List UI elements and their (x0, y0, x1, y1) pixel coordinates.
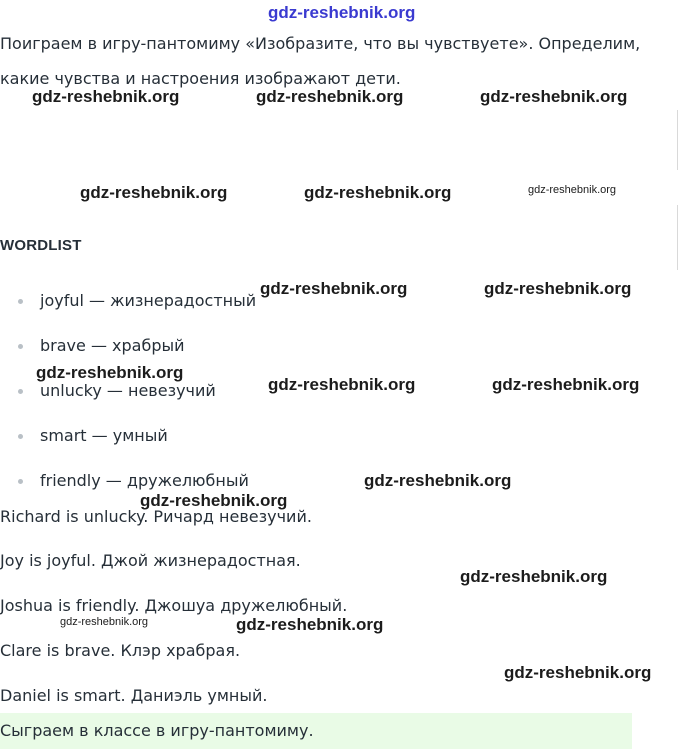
scroll-edge (677, 205, 678, 270)
watermark: gdz-reshebnik.org (36, 363, 184, 382)
sentence: Daniel is smart. Даниэль умный. (0, 686, 268, 705)
bullet-icon (18, 389, 23, 394)
sentence: Richard is unlucky. Ричард невезучий. (0, 507, 312, 526)
bullet-icon (18, 344, 23, 349)
watermark: gdz-reshebnik.org (504, 663, 652, 682)
watermark: gdz-reshebnik.org (460, 567, 608, 586)
bullet-icon (18, 434, 23, 439)
note-text: Сыграем в классе в игру-пантомиму. (0, 721, 314, 740)
wordlist-title: WORDLIST (0, 237, 82, 254)
watermark: gdz-reshebnik.org (304, 183, 452, 202)
watermark: gdz-reshebnik.org (60, 616, 149, 628)
sentence: Joy is joyful. Джой жизнерадостная. (0, 551, 301, 570)
watermark: gdz-reshebnik.org (268, 375, 416, 394)
watermark: gdz-reshebnik.org (492, 375, 640, 394)
watermark: gdz-reshebnik.org (32, 87, 180, 106)
watermark: gdz-reshebnik.org (80, 183, 228, 202)
watermark: gdz-reshebnik.org (268, 3, 416, 22)
watermark: gdz-reshebnik.org (236, 615, 384, 634)
bullet-icon (18, 479, 23, 484)
watermark: gdz-reshebnik.org (256, 87, 404, 106)
watermark: gdz-reshebnik.org (140, 491, 288, 510)
watermark: gdz-reshebnik.org (528, 184, 617, 196)
note-box (0, 713, 632, 749)
intro-line-2: какие чувства и настроения изображают дети. (0, 69, 401, 88)
watermark: gdz-reshebnik.org (364, 471, 512, 490)
watermark: gdz-reshebnik.org (484, 279, 632, 298)
bullet-icon (18, 299, 23, 304)
sentence: Joshua is friendly. Джошуа дружелюбный. (0, 596, 348, 615)
sentence: Clare is brave. Клэр храбрая. (0, 641, 241, 660)
scroll-edge (677, 110, 678, 170)
watermark: gdz-reshebnik.org (260, 279, 408, 298)
intro-line-1: Поиграем в игру-пантомиму «Изобразите, что вы чувствуете». Определим, (0, 34, 641, 53)
watermark: gdz-reshebnik.org (480, 87, 628, 106)
